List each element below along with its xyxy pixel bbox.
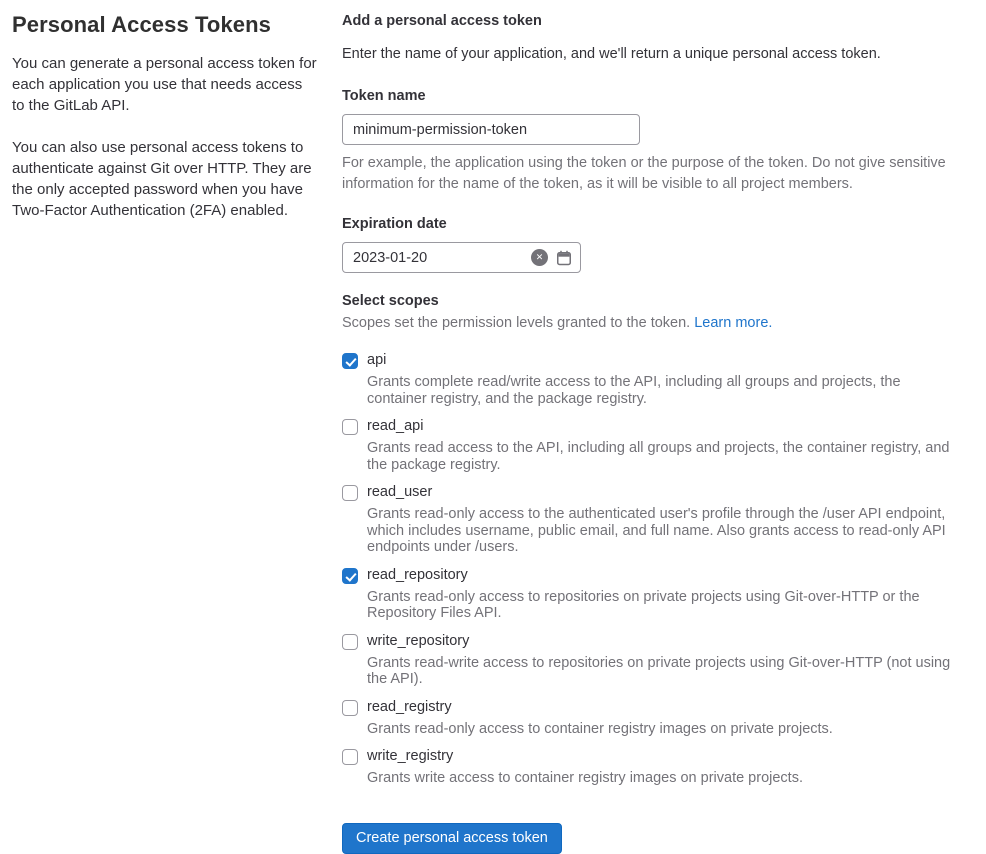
scope-label: read_user bbox=[367, 484, 433, 500]
scope-label: read_api bbox=[367, 418, 424, 434]
info-sidebar bbox=[12, 12, 318, 854]
scope-label: read_registry bbox=[367, 698, 452, 715]
scope-label: write_repository bbox=[367, 632, 470, 649]
token-name-input[interactable] bbox=[342, 114, 640, 145]
scope-row-api bbox=[342, 351, 964, 407]
scope-description: Grants read access to the API, including all groups and projects, the container registry, and the package registry. bbox=[367, 440, 950, 473]
scope-checkbox-write-registry[interactable] bbox=[342, 749, 358, 765]
token-form bbox=[342, 12, 964, 854]
form-heading: Add a personal access token bbox=[342, 13, 542, 29]
scope-checkbox-read-api[interactable] bbox=[342, 419, 358, 435]
scope-description: Grants complete read/write access to the API, including all groups and projects, the container registry, and the package registry. bbox=[367, 374, 901, 407]
scope-description: Grants write access to container registry images on private projects. bbox=[367, 770, 803, 786]
scope-checkbox-write-repository[interactable] bbox=[342, 634, 358, 650]
scope-description: Grants read-only access to the authenticated user's profile through the /user API endpoint, which includes username, public email, and full name. Also grants access to read-only API endpoints under /users. bbox=[367, 506, 946, 555]
scope-label: write_registry bbox=[367, 748, 454, 764]
scope-row-read-user bbox=[342, 483, 964, 556]
scope-description: Grants read-only access to container registry images on private projects. bbox=[367, 720, 833, 737]
expiration-date-label: Expiration date bbox=[342, 216, 447, 232]
page-title: Personal Access Tokens bbox=[12, 12, 271, 37]
scope-label: api bbox=[367, 352, 387, 368]
scope-row-write-registry bbox=[342, 747, 964, 787]
scope-checkbox-read-user[interactable] bbox=[342, 485, 358, 501]
scope-label: read_repository bbox=[367, 566, 468, 583]
create-token-button[interactable]: Create personal access token bbox=[342, 823, 562, 854]
scope-checkbox-read-repository[interactable] bbox=[342, 568, 358, 584]
scopes-list bbox=[342, 351, 964, 787]
clear-date-icon[interactable]: ✕ bbox=[531, 249, 548, 266]
scope-row-read-registry bbox=[342, 698, 964, 738]
scope-description: Grants read-only access to repositories on private projects using Git-over-HTTP or the Repository Files API. bbox=[367, 588, 920, 621]
scopes-help-text bbox=[342, 315, 964, 331]
sidebar-paragraph-2: You can also use personal access tokens to authenticate against Git over HTTP. They are the only accepted password when you have Two-Factor Authentication (2FA) enabled. bbox=[12, 139, 312, 219]
scope-row-read-api bbox=[342, 417, 964, 473]
expiration-date-field bbox=[342, 242, 581, 273]
token-name-label: Token name bbox=[342, 88, 426, 104]
select-scopes-label: Select scopes bbox=[342, 293, 439, 309]
sidebar-paragraph-1: You can generate a personal access token for each application you use that needs access to the GitLab API. bbox=[12, 55, 317, 114]
scope-row-write-repository bbox=[342, 632, 964, 688]
scope-row-read-repository bbox=[342, 566, 964, 622]
scope-description: Grants read-write access to repositories on private projects using Git-over-HTTP (not using the API). bbox=[367, 654, 951, 687]
scope-checkbox-api[interactable] bbox=[342, 353, 358, 369]
token-name-help: For example, the application using the token or the purpose of the token. Do not give sensitive information for the name of the token, as it will be visible to all project members. bbox=[342, 155, 946, 192]
scopes-help-sentence: Scopes set the permission levels granted to the token. bbox=[342, 315, 691, 331]
learn-more-link[interactable]: Learn more. bbox=[694, 315, 773, 331]
scope-checkbox-read-registry[interactable] bbox=[342, 700, 358, 716]
calendar-icon[interactable] bbox=[556, 250, 572, 266]
form-intro: Enter the name of your application, and we'll return a unique personal access token. bbox=[342, 46, 881, 62]
expiration-icons bbox=[531, 242, 572, 273]
